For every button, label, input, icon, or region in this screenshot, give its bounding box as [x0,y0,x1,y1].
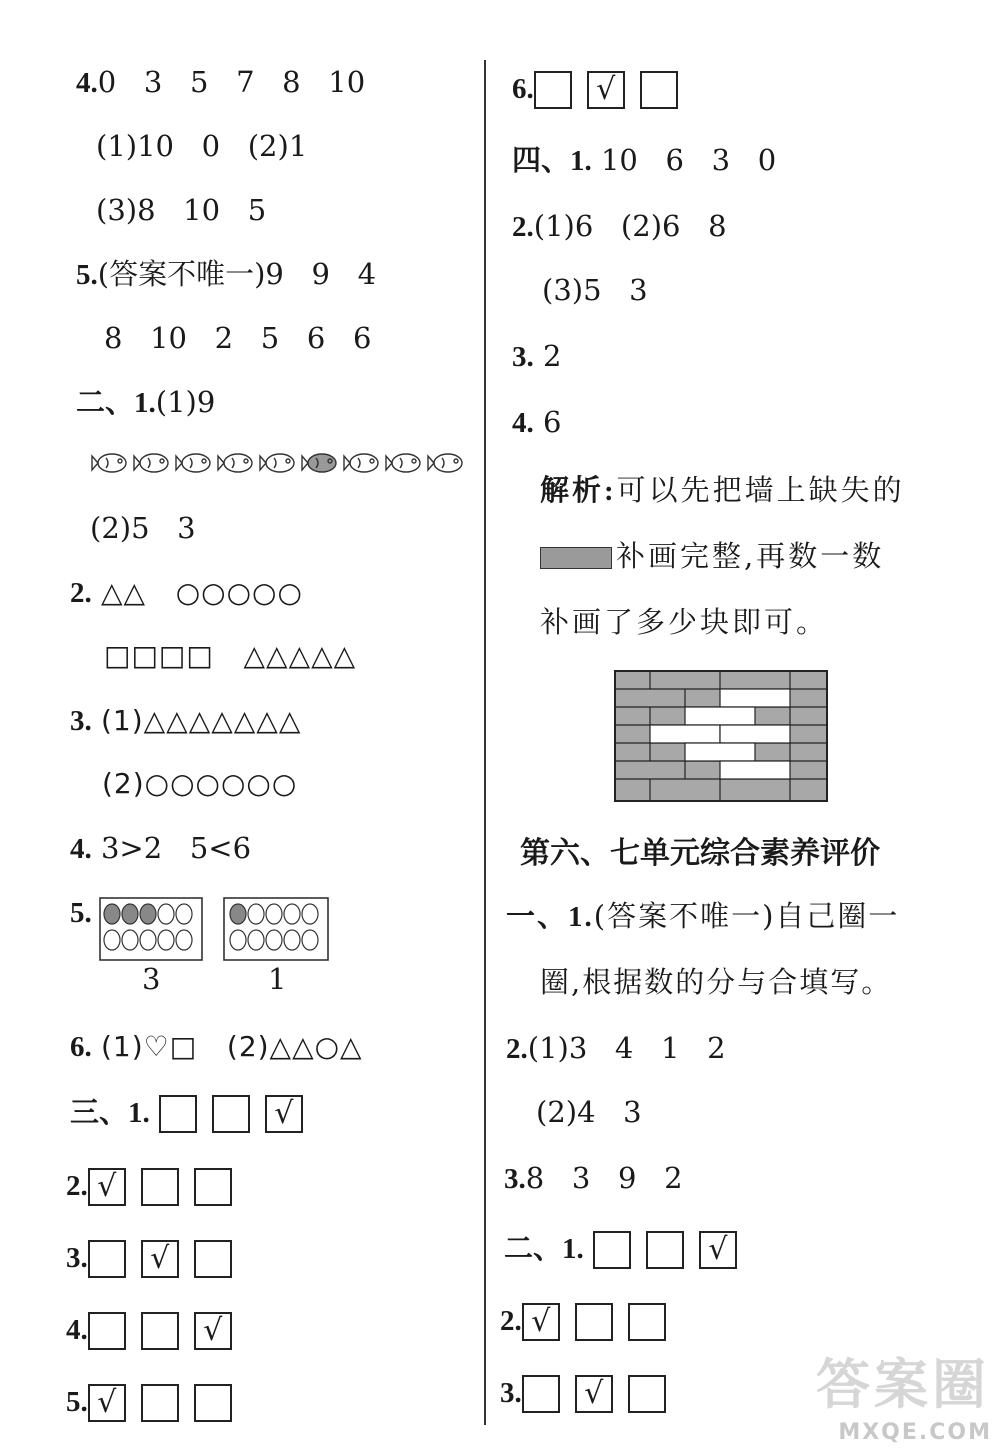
s3-q2-label: 2. [66,1170,88,1202]
s2-q6-value: (1)♡□ (2)△△○△ [100,1030,363,1063]
s4-q3-line [512,336,561,377]
checkbox-empty [141,1384,179,1422]
q4-sub1: (1)10 0 (2)1 [96,129,308,163]
brick-wall-illustration [614,670,828,802]
checkbox-empty [194,1168,232,1206]
u2-q1-label: 二、1. [504,1233,584,1265]
brick-swatch-icon [540,547,612,569]
checkbox-empty [212,1095,250,1133]
s2-q3-line [70,700,301,741]
s3-q4-line [66,1309,247,1350]
checkbox-checked: √ [141,1240,179,1278]
s2-q1-sub2: (2)5 3 [90,511,196,545]
s2-q1-line [76,382,215,423]
checkbox-empty [194,1384,232,1422]
s4-q2-line [512,206,727,247]
s2-q3-shapes1: (1)△△△△△△△ [100,704,302,737]
balloon-frames-illustration [98,896,334,962]
analysis-label: 解析: [540,475,617,507]
s4-q4-line [512,402,561,443]
checkbox-empty [522,1375,560,1413]
q4-values: 0 3 5 7 8 10 [97,65,366,99]
q5-line [76,254,376,295]
u1-q2-sub: (2)4 3 [536,1095,642,1129]
u2-q3-label: 3. [500,1377,522,1409]
s4-q3-label: 3. [512,341,534,373]
analysis-line2: 补画完整,再数一数 [540,536,884,576]
column-divider [484,60,486,1425]
balloon-icon [104,904,318,950]
s2-q2-label: 2. [70,577,92,609]
s2-q2-line [70,572,303,613]
checkbox-checked: √ [88,1168,126,1206]
s2-q4-value: 3>2 5<6 [100,831,252,865]
checkbox-checked: √ [194,1312,232,1350]
q4-sub2: (3)8 10 5 [96,193,267,227]
checkbox-empty [628,1303,666,1341]
s4-q2-sub: (3)5 3 [542,273,648,307]
section-title: 第六、七单元综合素养评价 [520,836,880,871]
analysis-line1: 解析:可以先把墙上缺失的 [540,473,905,507]
s2-q5-num2: 1 [268,962,287,996]
s2-q1-label: 二、1. [76,387,156,419]
watermark-logo: 答案圈 [816,1353,990,1416]
s4-q1-value: 10 6 3 0 [600,143,777,177]
q5-values: (答案不唯一)9 9 4 [97,257,377,291]
s4-q4-label: 4. [512,407,534,439]
checkbox-checked: √ [265,1095,303,1133]
fish-row-illustration [90,446,480,480]
u1-q1-label: 一、1. [506,901,594,933]
s2-q5-label: 5. [70,897,92,929]
s4-q1-label: 四、1. [512,145,592,177]
checkbox-empty [88,1240,126,1278]
s3-q3-label: 3. [66,1242,88,1274]
s2-q5-line [70,892,92,933]
checkbox-checked: √ [575,1375,613,1413]
s4-q2-label: 2. [512,211,534,243]
checkbox-empty [646,1231,684,1269]
q6-line [512,68,693,109]
q4-line [76,62,365,103]
q6-label: 6. [512,73,534,105]
checkbox-empty [159,1095,197,1133]
s3-q5-label: 5. [66,1386,88,1418]
u2-q2-label: 2. [500,1305,522,1337]
s2-q6-label: 6. [70,1031,92,1063]
s4-q2-value: (1)6 (2)6 8 [533,209,727,243]
q5-label: 5. [76,259,98,291]
s4-q4-value: 6 [542,405,562,439]
checkbox-empty [141,1312,179,1350]
u1-q3-value: 8 3 9 2 [525,1161,683,1195]
s2-q3-shapes2: (2)○○○○○○ [102,767,298,800]
checkbox-checked: √ [88,1384,126,1422]
checkbox-empty [575,1303,613,1341]
checkbox-empty [88,1312,126,1350]
s2-q2-shapes2: □□□□ △△△△△ [104,639,357,672]
s3-q1-line [70,1092,318,1133]
checkbox-empty [628,1375,666,1413]
u1-q3-line [504,1158,683,1199]
s3-q1-label: 三、1. [70,1097,150,1129]
q5-values2: 8 10 2 5 6 6 [104,321,372,355]
checkbox-checked: √ [522,1303,560,1341]
analysis-line3: 补画了多少块即可。 [540,605,829,639]
s4-q1-line [512,140,776,181]
u1-q2-line [506,1028,726,1069]
u2-q2-line [500,1300,681,1341]
s3-q5-line [66,1381,247,1422]
s3-q3-line [66,1237,247,1278]
s4-q3-value: 2 [542,339,562,373]
u1-q1-line2: 圈,根据数的分与合填写。 [540,965,893,999]
u2-q3-line [500,1372,681,1413]
u1-q2-label: 2. [506,1033,528,1065]
checkbox-empty [534,71,572,109]
checkbox-checked: √ [587,71,625,109]
q4-label: 4. [76,67,98,99]
s2-q2-shapes1: △△ ○○○○○ [100,576,303,609]
u1-q2-value: (1)3 4 1 2 [527,1031,726,1065]
checkbox-empty [640,71,678,109]
s2-q4-line [70,828,251,869]
checkbox-empty [593,1231,631,1269]
checkbox-empty [194,1240,232,1278]
u2-q1-line [504,1228,752,1269]
s2-q6-line [70,1026,363,1067]
s2-q1-value: (1)9 [155,385,216,419]
u1-q3-label: 3. [504,1163,526,1195]
watermark-url: MXQE.COM [838,1420,992,1445]
u1-q1-line1: 一、1.(答案不唯一)自己圈一 [506,899,900,933]
s3-q2-line [66,1165,247,1206]
s3-q4-label: 4. [66,1314,88,1346]
fish-icon [92,454,462,472]
checkbox-checked: √ [699,1231,737,1269]
s2-q4-label: 4. [70,833,92,865]
s2-q5-num1: 3 [142,962,161,996]
checkbox-empty [141,1168,179,1206]
s2-q3-label: 3. [70,705,92,737]
